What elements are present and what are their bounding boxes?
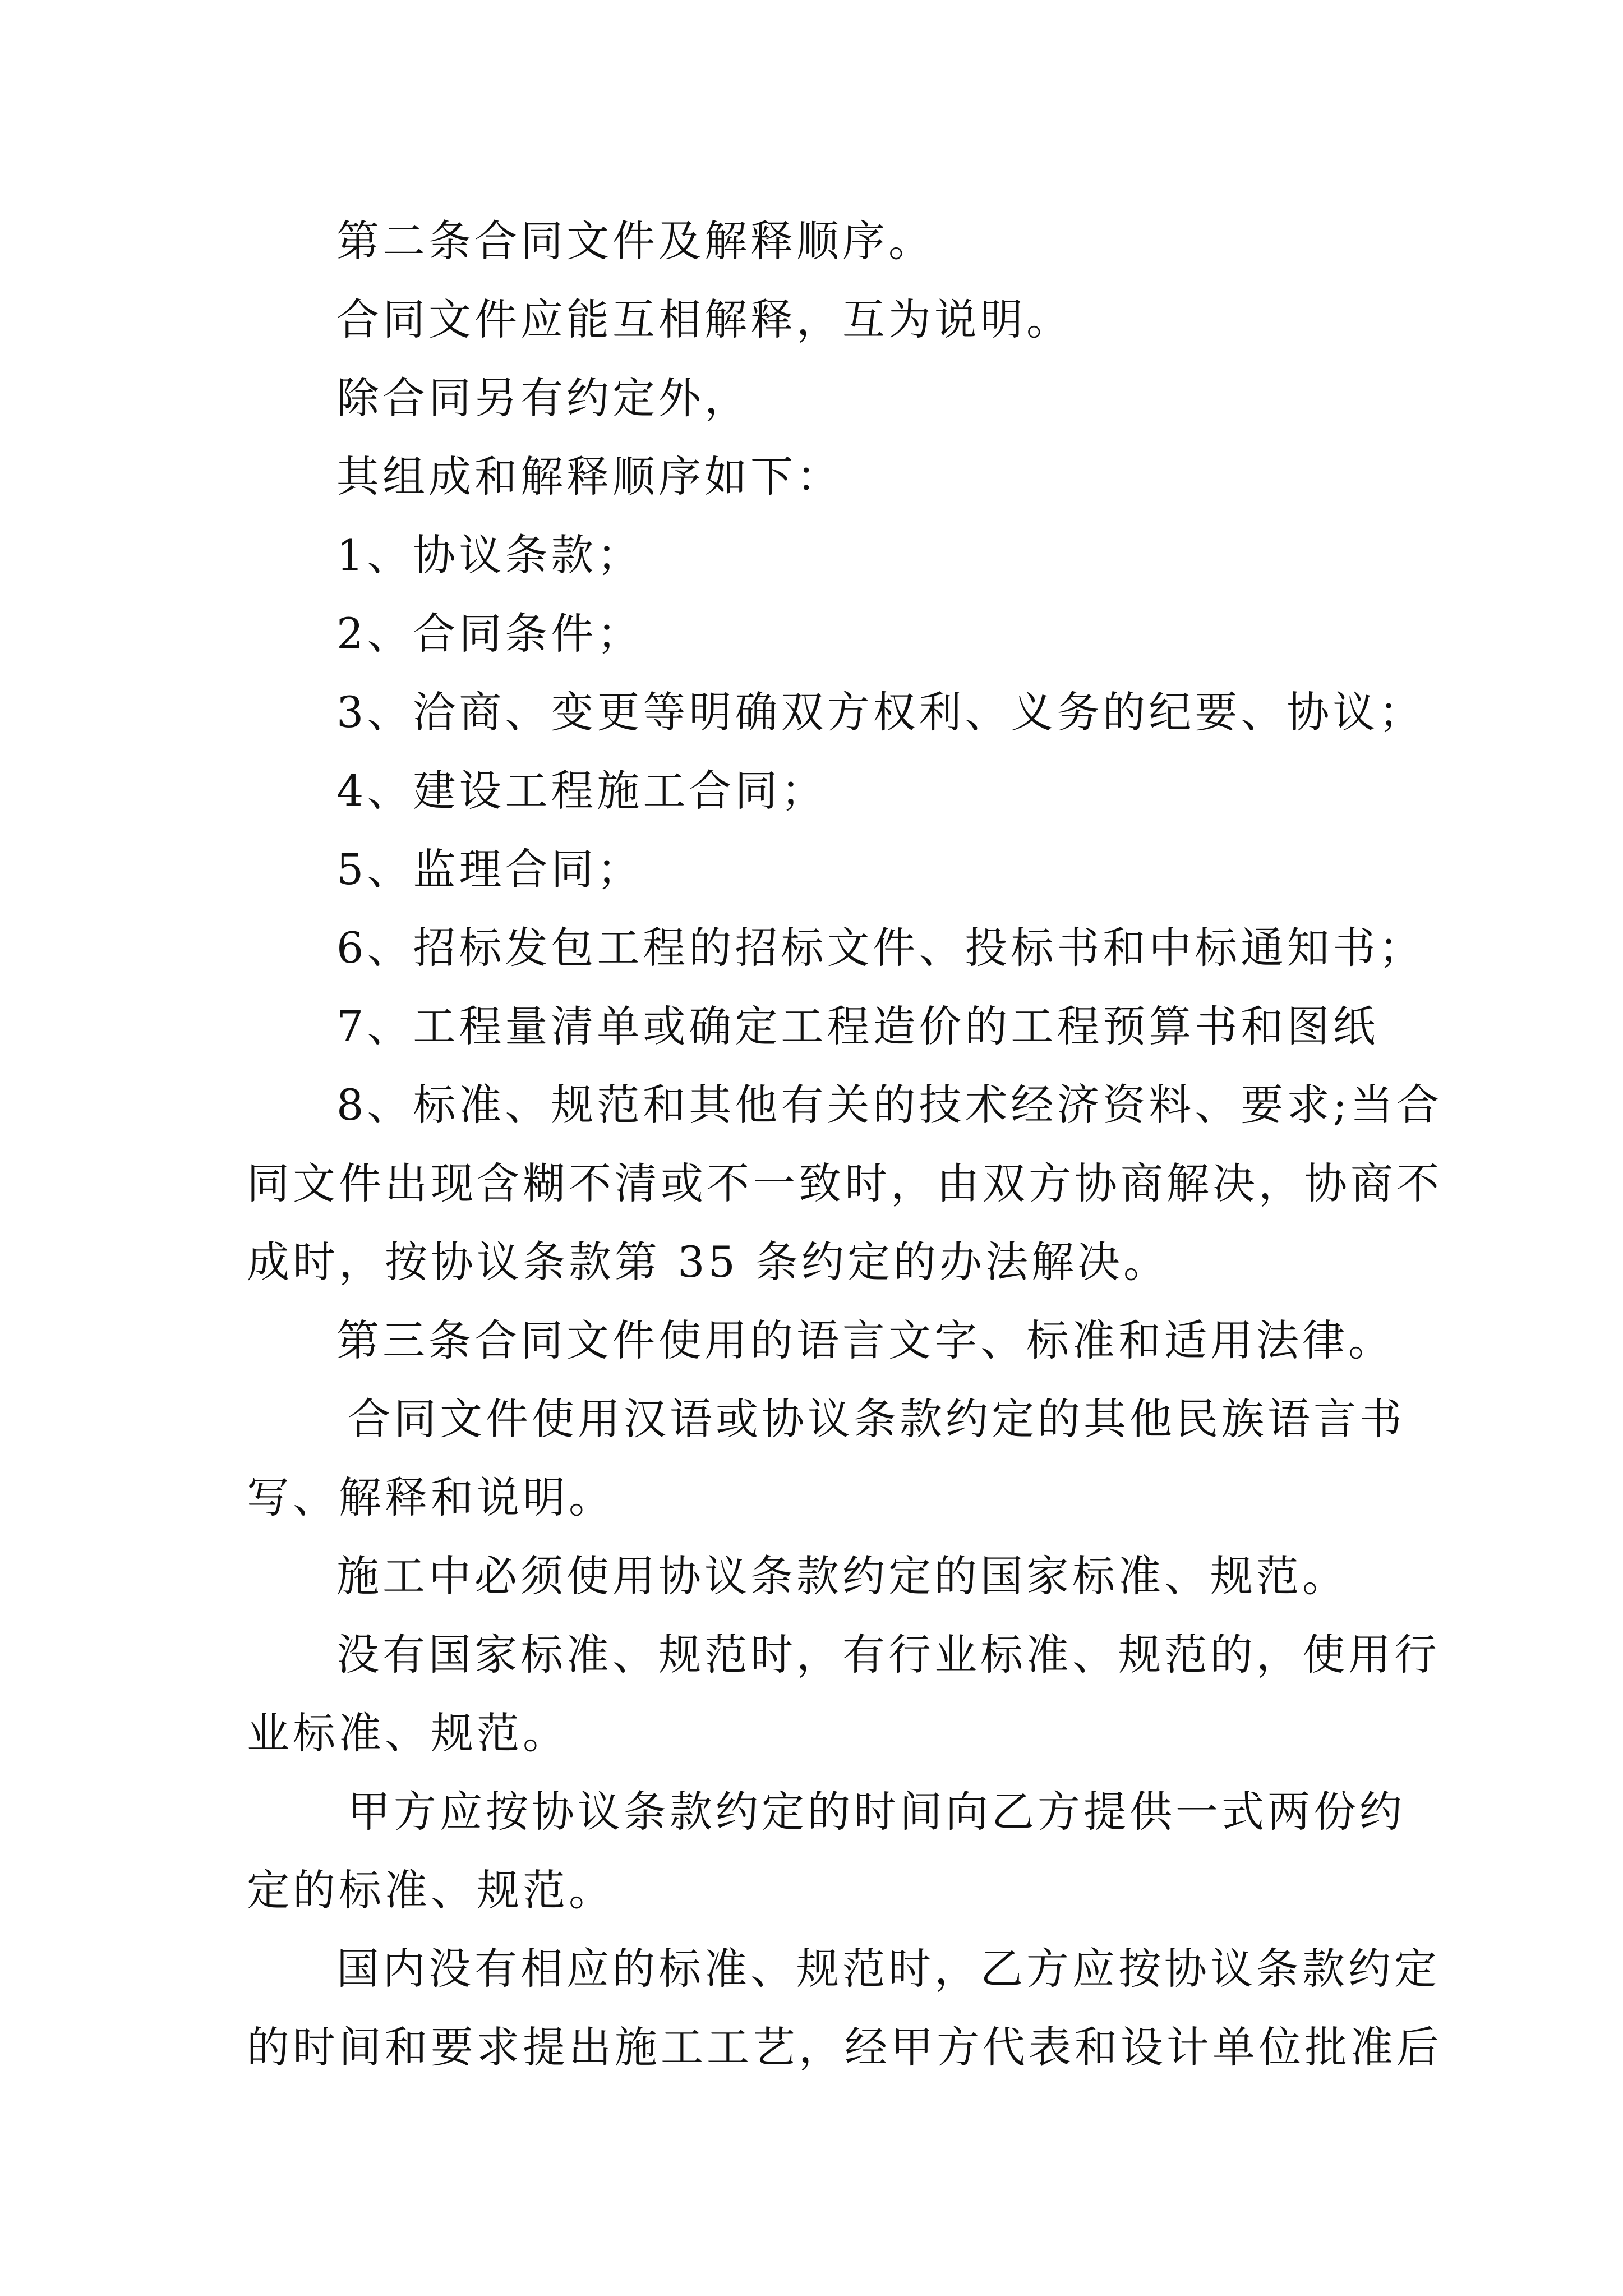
- paragraph-line: 施工中必须使用协议条款约定的国家标准、规范。: [336, 1551, 1348, 1601]
- paragraph-line: 同文件出现含糊不清或不一致时，由双方协商解决，协商不: [247, 1158, 1442, 1208]
- paragraph-line: 合同文件使用汉语或协议条款约定的其他民族语言书: [348, 1394, 1405, 1444]
- paragraph-line: 没有国家标准、规范时，有行业标准、规范的，使用行: [336, 1630, 1440, 1680]
- list-item: 6、招标发包工程的招标文件、投标书和中标通知书；: [336, 923, 1425, 973]
- article-2-heading: 第二条合同文件及解释顺序。: [336, 216, 934, 266]
- list-item: 1、协议条款；: [336, 530, 643, 580]
- paragraph-line: 合同文件应能互相解释，互为说明。: [336, 295, 1072, 344]
- paragraph-line: 的时间和要求提出施工工艺，经甲方代表和设计单位批准后: [247, 2022, 1442, 2072]
- article-3-heading: 第三条合同文件使用的语言文字、标准和适用法律。: [336, 1315, 1394, 1365]
- paragraph-line: 写、解释和说明。: [247, 1473, 615, 1522]
- list-item: 4、建设工程施工合同；: [336, 766, 827, 816]
- paragraph-line: 除合同另有约定外，: [336, 373, 750, 423]
- list-item: 2、合同条件；: [336, 609, 643, 659]
- list-item: 8、标准、规范和其他有关的技术经济资料、要求;当合: [336, 1080, 1442, 1130]
- list-item: 7、工程量清单或确定工程造价的工程预算书和图纸: [336, 1001, 1379, 1051]
- paragraph-line: 成时，按协议条款第 35 条约定的办法解决。: [247, 1237, 1170, 1287]
- paragraph-line: 其组成和解释顺序如下：: [336, 452, 842, 501]
- list-item: 5、监理合同；: [336, 844, 643, 894]
- paragraph-line: 定的标准、规范。: [247, 1865, 615, 1915]
- list-item: 3、洽商、变更等明确双方权利、义务的纪要、协议；: [336, 687, 1425, 737]
- paragraph-line: 国内没有相应的标准、规范时，乙方应按协议条款约定: [336, 1944, 1440, 1994]
- paragraph-line: 业标准、规范。: [247, 1708, 569, 1758]
- paragraph-line: 甲方应按协议条款约定的时间向乙方提供一式两份约: [348, 1787, 1405, 1837]
